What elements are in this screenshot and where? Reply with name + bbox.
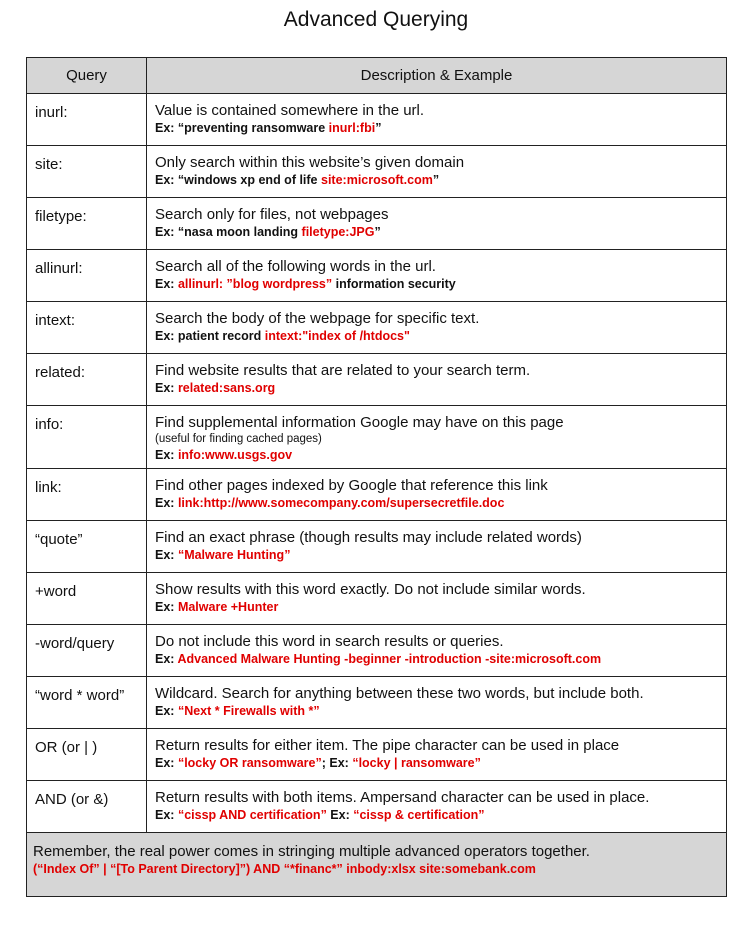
- description-text: Do not include this word in search results or queries.: [155, 633, 504, 650]
- query-operator: inurl:: [27, 94, 147, 146]
- example-query-highlight: Advanced Malware Hunting -beginner -introduction -site:microsoft.com: [177, 652, 602, 666]
- example-text: [155, 599, 718, 615]
- example-label: Ex:: [155, 756, 178, 770]
- query-operator: info:: [27, 406, 147, 469]
- table-row: [27, 469, 727, 521]
- query-description-cell: [147, 354, 727, 406]
- table-row: [27, 94, 727, 146]
- query-operator: intext:: [27, 302, 147, 354]
- footer-row: [27, 833, 727, 897]
- example-text: [155, 224, 718, 240]
- example-label: Ex:: [155, 808, 178, 822]
- query-description-cell: [147, 146, 727, 198]
- example-query-highlight: allinurl: ”blog wordpress”: [177, 277, 333, 291]
- example-label: Ex:: [155, 496, 178, 510]
- example-label: information security: [332, 277, 456, 291]
- table-body: [27, 94, 727, 833]
- table-row: [27, 302, 727, 354]
- example-query-highlight: filetype:JPG: [301, 225, 375, 239]
- example-text: [155, 447, 718, 463]
- example-label: Ex:: [155, 704, 178, 718]
- query-description-cell: [147, 521, 727, 573]
- example-text: [155, 651, 718, 667]
- example-query-highlight: “locky OR ransomware”: [177, 756, 322, 770]
- table-row: [27, 521, 727, 573]
- description-text: Search only for files, not webpages: [155, 206, 389, 223]
- description-text: Value is contained somewhere in the url.: [155, 102, 425, 119]
- description-text: Find website results that are related to your search term.: [155, 362, 531, 379]
- table-row: [27, 198, 727, 250]
- table-row: [27, 406, 727, 469]
- description-text: Only search within this website’s given domain: [155, 154, 465, 171]
- query-operator: +word: [27, 573, 147, 625]
- query-operator: filetype:: [27, 198, 147, 250]
- query-description-cell: [147, 729, 727, 781]
- query-operator: -word/query: [27, 625, 147, 677]
- example-text: [155, 807, 718, 823]
- table-row: [27, 354, 727, 406]
- query-operator: allinurl:: [27, 250, 147, 302]
- footer-text: Remember, the real power comes in stringing multiple advanced operators together.: [33, 843, 590, 860]
- example-query-highlight: related:sans.org: [177, 381, 276, 395]
- example-label: Ex: “windows xp end of life: [155, 173, 321, 187]
- query-operator: “quote”: [27, 521, 147, 573]
- query-operator: link:: [27, 469, 147, 521]
- example-label: Ex:: [155, 548, 178, 562]
- example-query-highlight: “cissp & certification”: [353, 808, 485, 822]
- query-description-cell: [147, 677, 727, 729]
- description-text: Wildcard. Search for anything between these two words, but include both.: [155, 685, 644, 702]
- example-query-highlight: info:www.usgs.gov: [177, 448, 293, 462]
- example-label: Ex: “nasa moon landing: [155, 225, 302, 239]
- table-row: [27, 146, 727, 198]
- example-label: ”: [374, 225, 381, 239]
- footer-example: (“Index Of” | “[To Parent Directory]”) AND “*financ*” inbody:xlsx site:somebank.com: [33, 862, 536, 876]
- description-text: Find supplemental information Google may have on this page: [155, 414, 564, 431]
- example-label: Ex:: [155, 381, 178, 395]
- description-text: Find an exact phrase (though results may include related words): [155, 529, 582, 546]
- table-row: [27, 677, 727, 729]
- query-description-cell: [147, 94, 727, 146]
- table-row: [27, 729, 727, 781]
- example-label: Ex:: [155, 652, 178, 666]
- table-row: [27, 781, 727, 833]
- example-label: ”: [375, 121, 382, 135]
- example-text: [155, 172, 718, 188]
- example-text: [155, 703, 718, 719]
- example-text: [155, 328, 718, 344]
- example-label: Ex:: [326, 808, 354, 822]
- example-text: [155, 547, 718, 563]
- table-row: [27, 573, 727, 625]
- example-query-highlight: Malware +Hunter: [177, 600, 279, 614]
- example-query-highlight: inurl:fbi: [328, 121, 376, 135]
- description-text: Search all of the following words in the url.: [155, 258, 436, 275]
- page-title: Advanced Querying: [283, 8, 469, 31]
- example-text: [155, 755, 718, 771]
- description-text: Search the body of the webpage for specific text.: [155, 310, 480, 327]
- table-row: [27, 250, 727, 302]
- example-label: Ex: “preventing ransomware: [155, 121, 329, 135]
- table-row: [27, 625, 727, 677]
- query-description-cell: [147, 573, 727, 625]
- footer-cell: [27, 833, 727, 897]
- example-query-highlight: site:microsoft.com: [321, 173, 433, 187]
- example-label: ; Ex:: [321, 756, 353, 770]
- example-query-highlight: “Malware Hunting”: [177, 548, 291, 562]
- table-header-row: [27, 58, 727, 94]
- example-text: [155, 380, 718, 396]
- description-note: (useful for finding cached pages): [155, 433, 322, 445]
- query-description-cell: [147, 250, 727, 302]
- query-description-cell: [147, 302, 727, 354]
- example-label: Ex:: [155, 600, 178, 614]
- example-query-highlight: link:http://www.somecompany.com/supersecretfile.doc: [177, 496, 505, 510]
- example-label: Ex:: [155, 277, 178, 291]
- query-operator: site:: [27, 146, 147, 198]
- description-text: Return results with both items. Ampersand character can be used in place.: [155, 789, 650, 806]
- example-query-highlight: “cissp AND certification”: [177, 808, 327, 822]
- example-text: [155, 276, 718, 292]
- header-query: Query: [27, 58, 147, 94]
- query-operator: AND (or &): [27, 781, 147, 833]
- example-label: ”: [432, 173, 440, 187]
- query-operator: “word * word”: [27, 677, 147, 729]
- query-description-cell: [147, 198, 727, 250]
- example-label: Ex:: [155, 448, 178, 462]
- description-text: Find other pages indexed by Google that reference this link: [155, 477, 548, 494]
- query-operator: related:: [27, 354, 147, 406]
- example-text: [155, 120, 718, 136]
- query-description-cell: [147, 406, 727, 469]
- example-query-highlight: “locky | ransomware”: [352, 756, 481, 770]
- description-text: Show results with this word exactly. Do not include similar words.: [155, 581, 586, 598]
- query-description-cell: [147, 781, 727, 833]
- query-table: [26, 57, 727, 897]
- example-label: Ex: patient record: [155, 329, 265, 343]
- example-query-highlight: intext:"index of /htdocs": [264, 329, 410, 343]
- example-query-highlight: “Next * Firewalls with *”: [177, 704, 320, 718]
- example-text: [155, 495, 718, 511]
- query-description-cell: [147, 625, 727, 677]
- header-description: Description & Example: [147, 58, 727, 94]
- query-description-cell: [147, 469, 727, 521]
- description-text: Return results for either item. The pipe character can be used in place: [155, 737, 620, 754]
- query-operator: OR (or | ): [27, 729, 147, 781]
